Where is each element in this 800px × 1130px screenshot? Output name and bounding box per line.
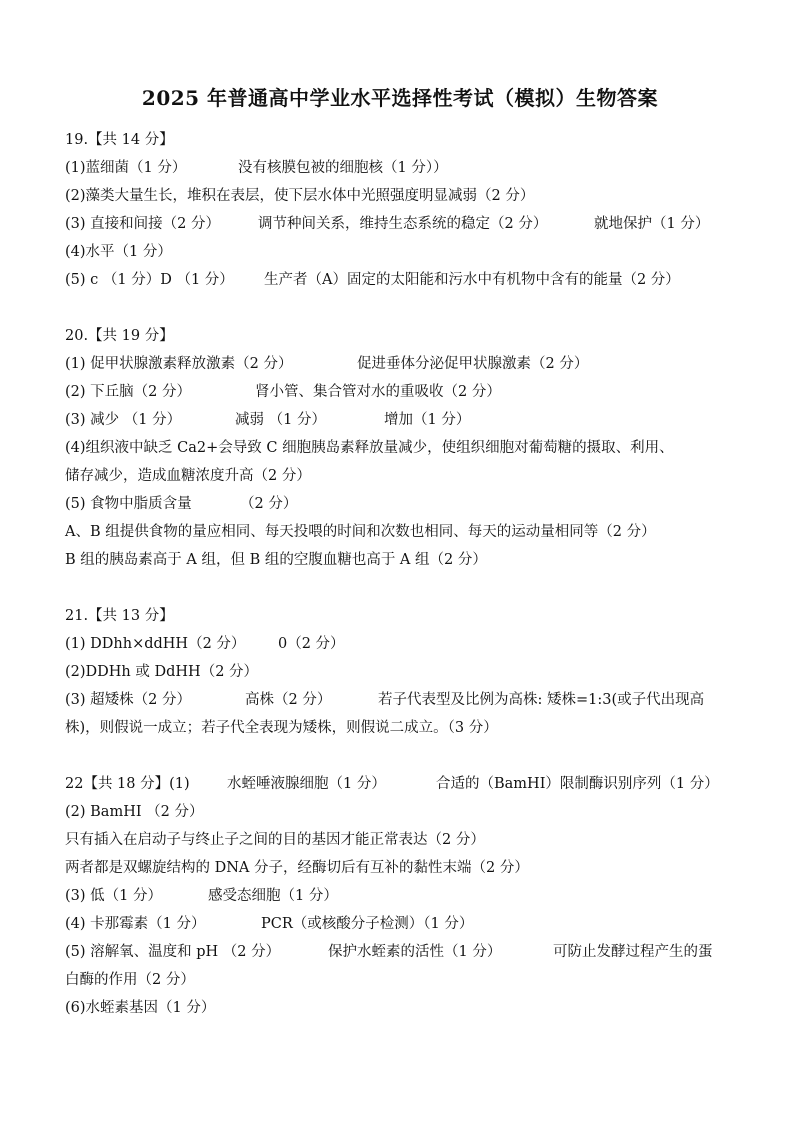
answer-text: 增加（1 分） (384, 412, 471, 428)
answer-text: (3) 低（1 分） (65, 888, 162, 904)
answer-text: (4)组织液中缺乏 Ca2+会导致 C 细胞胰岛素释放量减少，使组织细胞对葡萄糖的摄取、利用、 (65, 440, 674, 456)
answer-text: 感受态细胞（1 分） (208, 888, 338, 904)
answer-text: 若子代表型及比例为高株: 矮株=1:3(或子代出现高 (378, 692, 705, 708)
answer-text: 22【共 18 分】(1) (65, 776, 190, 792)
answer-text: (5) 食物中脂质含量 (65, 496, 192, 512)
answer-text: 肾小管、集合管对水的重吸收（2 分） (255, 384, 501, 400)
answer-text: B 组的胰岛素高于 A 组，但 B 组的空腹血糖也高于 A 组（2 分） (65, 552, 487, 568)
answer-text: (3) 直接和间接（2 分） (65, 216, 220, 232)
answer-text: 两者都是双螺旋结构的 DNA 分子，经酶切后有互补的黏性末端（2 分） (65, 860, 529, 876)
answer-text: 株)，则假说一成立；若子代全表现为矮株，则假说二成立。（3 分） (65, 720, 498, 736)
answer-text: (2) BamHI （2 分） (65, 804, 204, 820)
answer-text: 生产者（A）固定的太阳能和污水中有机物中含有的能量（2 分） (264, 272, 680, 288)
answer-text: (6)水蛭素基因（1 分） (65, 1000, 216, 1016)
answer-text: 20.【共 19 分】 (65, 328, 174, 344)
answer-text: 可防止发酵过程产生的蛋 (553, 944, 713, 960)
answer-text: (4) 卡那霉素（1 分） (65, 916, 206, 932)
answer-text: A、B 组提供食物的量应相同、每天投喂的时间和次数也相同、每天的运动量相同等（2 分） (65, 524, 656, 540)
answer-text: (3) 减少 （1 分） (65, 412, 182, 428)
answer-text: 保护水蛭素的活性（1 分） (328, 944, 502, 960)
answer-text: 储存减少，造成血糖浓度升高（2 分） (65, 468, 311, 484)
answer-text: 19.【共 14 分】 (65, 132, 174, 148)
answer-text: (4)水平（1 分） (65, 244, 172, 260)
answer-text: 减弱 （1 分） (235, 412, 326, 428)
answer-text: 合适的（BamHI）限制酶识别序列（1 分） (436, 776, 719, 792)
answer-text: (2)DDHh 或 DdHH（2 分） (65, 664, 259, 680)
answer-text: 就地保护（1 分） (594, 216, 710, 232)
answer-text: (5) c （1 分）D （1 分） (65, 272, 234, 288)
answer-text: (2)藻类大量生长，堆积在表层，使下层水体中光照强度明显减弱（2 分） (65, 188, 535, 204)
answer-text: 没有核膜包被的细胞核（1 分）） (238, 160, 448, 176)
answer-text: 促进垂体分泌促甲状腺激素（2 分） (357, 356, 589, 372)
answer-text: (1) 促甲状腺激素释放激素（2 分） (65, 356, 293, 372)
answer-text: 白酶的作用（2 分） (65, 972, 195, 988)
answer-text: (2) 下丘脑（2 分） (65, 384, 191, 400)
page-title: 2025 年普通高中学业水平选择性考试（模拟）生物答案 (141, 86, 659, 110)
answer-text: 调节种间关系，维持生态系统的稳定（2 分） (258, 216, 548, 232)
answer-text: (1)蓝细菌（1 分） (65, 160, 187, 176)
answer-text: (5) 溶解氧、温度和 pH （2 分） (65, 944, 281, 960)
answer-text: 高株（2 分） (245, 692, 332, 708)
answer-text: PCR（或核酸分子检测）（1 分） (261, 916, 474, 932)
answer-text: 只有插入在启动子与终止子之间的目的基因才能正常表达（2 分） (65, 832, 485, 848)
answer-text: 21.【共 13 分】 (65, 608, 174, 624)
answer-text: （2 分） (240, 496, 298, 512)
answer-text: 0（2 分） (278, 636, 345, 652)
answer-text: (1) DDhh×ddHH（2 分） (65, 636, 246, 652)
answer-text: (3) 超矮株（2 分） (65, 692, 191, 708)
answer-text: 水蛭唾液腺细胞（1 分） (227, 776, 386, 792)
